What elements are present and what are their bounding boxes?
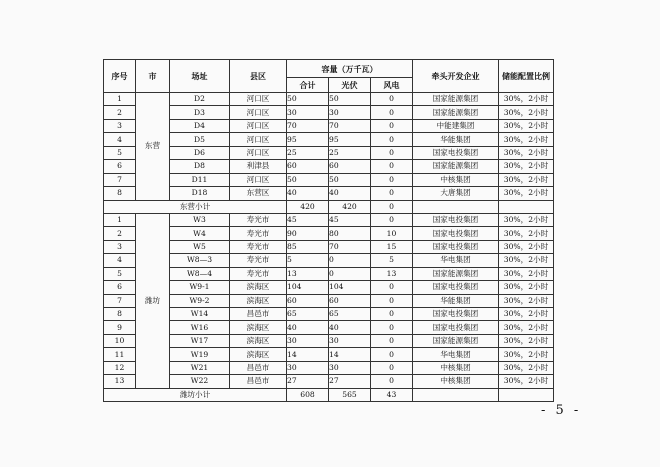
seq-cell: 5	[104, 146, 136, 159]
subtotal-wind: 0	[371, 200, 413, 213]
seq-cell: 7	[104, 294, 136, 307]
table-row	[104, 254, 554, 267]
subtotal-pv: 565	[329, 388, 371, 401]
site-cell: W21	[170, 361, 230, 374]
pv-cell: 30	[329, 361, 371, 374]
site-cell: W22	[170, 375, 230, 388]
total-cell: 27	[287, 375, 329, 388]
seq-cell: 8	[104, 308, 136, 321]
wind-cell: 0	[371, 334, 413, 347]
table-row	[104, 160, 554, 173]
pv-cell: 45	[329, 213, 371, 226]
enterprise-cell: 国家能源集团	[413, 267, 499, 280]
table-row	[104, 240, 554, 253]
county-cell: 河口区	[230, 146, 287, 159]
site-cell: W9-2	[170, 294, 230, 307]
enterprise-cell: 中核集团	[413, 375, 499, 388]
pv-cell: 0	[329, 254, 371, 267]
header-storage: 储能配置比例	[499, 60, 554, 93]
subtotal-wind: 43	[371, 388, 413, 401]
pv-cell: 27	[329, 375, 371, 388]
table-row	[104, 173, 554, 186]
table-row	[104, 321, 554, 334]
total-cell: 70	[287, 119, 329, 132]
seq-cell: 4	[104, 133, 136, 146]
county-cell: 滨海区	[230, 334, 287, 347]
storage-cell: 30%，2小时	[499, 160, 554, 173]
city-cell: 东营	[136, 93, 170, 201]
enterprise-cell: 国家能源集团	[413, 106, 499, 119]
site-cell: W8—3	[170, 254, 230, 267]
county-cell: 寿光市	[230, 267, 287, 280]
county-cell: 河口区	[230, 119, 287, 132]
storage-cell: 30%，2小时	[499, 119, 554, 132]
county-cell: 寿光市	[230, 254, 287, 267]
table-row	[104, 267, 554, 280]
wind-cell: 0	[371, 281, 413, 294]
seq-cell: 2	[104, 227, 136, 240]
enterprise-cell: 中核集团	[413, 173, 499, 186]
wind-cell: 0	[371, 133, 413, 146]
storage-cell: 30%，2小时	[499, 213, 554, 226]
storage-cell: 30%，2小时	[499, 308, 554, 321]
total-cell: 45	[287, 213, 329, 226]
table-row	[104, 106, 554, 119]
pv-cell: 40	[329, 187, 371, 200]
subtotal-label: 东营小计	[104, 200, 287, 213]
total-cell: 40	[287, 187, 329, 200]
subtotal-row	[104, 200, 554, 213]
storage-cell: 30%，2小时	[499, 294, 554, 307]
pv-cell: 30	[329, 106, 371, 119]
enterprise-cell: 国家电投集团	[413, 146, 499, 159]
site-cell: D3	[170, 106, 230, 119]
seq-cell: 6	[104, 281, 136, 294]
enterprise-cell: 国家电投集团	[413, 227, 499, 240]
pv-cell: 80	[329, 227, 371, 240]
enterprise-cell: 华能集团	[413, 133, 499, 146]
pv-cell: 104	[329, 281, 371, 294]
seq-cell: 2	[104, 106, 136, 119]
county-cell: 滨海区	[230, 294, 287, 307]
table-row	[104, 213, 554, 226]
total-cell: 104	[287, 281, 329, 294]
seq-cell: 1	[104, 213, 136, 226]
county-cell: 滨海区	[230, 281, 287, 294]
enterprise-cell: 国家电投集团	[413, 308, 499, 321]
subtotal-row	[104, 388, 554, 401]
total-cell: 30	[287, 334, 329, 347]
wind-cell: 0	[371, 308, 413, 321]
seq-cell: 8	[104, 187, 136, 200]
enterprise-cell: 国家能源集团	[413, 93, 499, 106]
storage-cell: 30%，2小时	[499, 240, 554, 253]
seq-cell: 5	[104, 267, 136, 280]
pv-cell: 0	[329, 267, 371, 280]
county-cell: 寿光市	[230, 213, 287, 226]
site-cell: D11	[170, 173, 230, 186]
county-cell: 河口区	[230, 106, 287, 119]
site-cell: W8—4	[170, 267, 230, 280]
site-cell: D6	[170, 146, 230, 159]
storage-cell: 30%，2小时	[499, 106, 554, 119]
storage-cell: 30%，2小时	[499, 375, 554, 388]
site-cell: W14	[170, 308, 230, 321]
wind-cell: 0	[371, 321, 413, 334]
page-number: - 5 -	[541, 403, 582, 418]
storage-cell: 30%，2小时	[499, 173, 554, 186]
seq-cell: 4	[104, 254, 136, 267]
header-pv: 光伏	[329, 78, 371, 93]
storage-cell: 30%，2小时	[499, 227, 554, 240]
header-city: 市	[136, 60, 170, 93]
site-cell: W19	[170, 348, 230, 361]
enterprise-cell: 国家电投集团	[413, 281, 499, 294]
seq-cell: 6	[104, 160, 136, 173]
total-cell: 30	[287, 361, 329, 374]
wind-cell: 0	[371, 187, 413, 200]
enterprise-cell: 中能建集团	[413, 119, 499, 132]
county-cell: 河口区	[230, 173, 287, 186]
pv-cell: 60	[329, 160, 371, 173]
county-cell: 寿光市	[230, 227, 287, 240]
enterprise-cell: 国家能源集团	[413, 160, 499, 173]
header-enterprise: 牵头开发企业	[413, 60, 499, 93]
seq-cell: 11	[104, 348, 136, 361]
site-cell: W16	[170, 321, 230, 334]
table-row	[104, 133, 554, 146]
seq-cell: 3	[104, 240, 136, 253]
wind-cell: 0	[371, 106, 413, 119]
total-cell: 13	[287, 267, 329, 280]
table-row	[104, 375, 554, 388]
wind-cell: 13	[371, 267, 413, 280]
wind-cell: 0	[371, 375, 413, 388]
enterprise-cell: 华能集团	[413, 294, 499, 307]
pv-cell: 25	[329, 146, 371, 159]
county-cell: 昌邑市	[230, 308, 287, 321]
subtotal-empty	[413, 388, 499, 401]
header-total: 合计	[287, 78, 329, 93]
table-row	[104, 281, 554, 294]
county-cell: 滨海区	[230, 348, 287, 361]
wind-cell: 0	[371, 160, 413, 173]
total-cell: 50	[287, 93, 329, 106]
total-cell: 25	[287, 146, 329, 159]
enterprise-cell: 国家电投集团	[413, 213, 499, 226]
total-cell: 30	[287, 106, 329, 119]
capacity-table	[103, 59, 554, 402]
wind-cell: 0	[371, 119, 413, 132]
wind-cell: 0	[371, 146, 413, 159]
subtotal-label: 潍坊小计	[104, 388, 287, 401]
storage-cell: 30%，2小时	[499, 281, 554, 294]
city-cell: 潍坊	[136, 213, 170, 388]
pv-cell: 95	[329, 133, 371, 146]
subtotal-empty	[499, 388, 554, 401]
table-row	[104, 348, 554, 361]
site-cell: W9-1	[170, 281, 230, 294]
wind-cell: 0	[371, 348, 413, 361]
table-row	[104, 294, 554, 307]
table-row	[104, 119, 554, 132]
storage-cell: 30%，2小时	[499, 334, 554, 347]
seq-cell: 9	[104, 321, 136, 334]
enterprise-cell: 国家电投集团	[413, 240, 499, 253]
total-cell: 90	[287, 227, 329, 240]
table-row	[104, 93, 554, 106]
storage-cell: 30%，2小时	[499, 187, 554, 200]
wind-cell: 0	[371, 173, 413, 186]
site-cell: D8	[170, 160, 230, 173]
total-cell: 65	[287, 308, 329, 321]
table-row	[104, 187, 554, 200]
wind-cell: 0	[371, 213, 413, 226]
header-seq: 序号	[104, 60, 136, 93]
county-cell: 河口区	[230, 133, 287, 146]
header-capacity: 容量（万千瓦）	[287, 60, 413, 78]
storage-cell: 30%，2小时	[499, 93, 554, 106]
pv-cell: 14	[329, 348, 371, 361]
enterprise-cell: 国家能源集团	[413, 334, 499, 347]
storage-cell: 30%，2小时	[499, 254, 554, 267]
pv-cell: 50	[329, 173, 371, 186]
site-cell: W17	[170, 334, 230, 347]
pv-cell: 70	[329, 240, 371, 253]
wind-cell: 15	[371, 240, 413, 253]
site-cell: D18	[170, 187, 230, 200]
enterprise-cell: 大唐集团	[413, 187, 499, 200]
total-cell: 60	[287, 294, 329, 307]
seq-cell: 13	[104, 375, 136, 388]
total-cell: 40	[287, 321, 329, 334]
site-cell: W4	[170, 227, 230, 240]
site-cell: W3	[170, 213, 230, 226]
site-cell: D2	[170, 93, 230, 106]
subtotal-total: 608	[287, 388, 329, 401]
total-cell: 50	[287, 173, 329, 186]
county-cell: 利津县	[230, 160, 287, 173]
table-row	[104, 334, 554, 347]
pv-cell: 40	[329, 321, 371, 334]
county-cell: 昌邑市	[230, 375, 287, 388]
total-cell: 14	[287, 348, 329, 361]
seq-cell: 12	[104, 361, 136, 374]
storage-cell: 30%，2小时	[499, 267, 554, 280]
table-row	[104, 308, 554, 321]
wind-cell: 0	[371, 93, 413, 106]
pv-cell: 60	[329, 294, 371, 307]
total-cell: 5	[287, 254, 329, 267]
wind-cell: 10	[371, 227, 413, 240]
county-cell: 河口区	[230, 93, 287, 106]
storage-cell: 30%，2小时	[499, 321, 554, 334]
seq-cell: 1	[104, 93, 136, 106]
county-cell: 滨海区	[230, 321, 287, 334]
site-cell: D5	[170, 133, 230, 146]
pv-cell: 30	[329, 334, 371, 347]
storage-cell: 30%，2小时	[499, 348, 554, 361]
total-cell: 85	[287, 240, 329, 253]
seq-cell: 3	[104, 119, 136, 132]
county-cell: 昌邑市	[230, 361, 287, 374]
header-county: 县区	[230, 60, 287, 93]
total-cell: 60	[287, 160, 329, 173]
enterprise-cell: 国家电投集团	[413, 321, 499, 334]
header-wind: 风电	[371, 78, 413, 93]
table-row	[104, 146, 554, 159]
site-cell: D4	[170, 119, 230, 132]
county-cell: 寿光市	[230, 240, 287, 253]
pv-cell: 70	[329, 119, 371, 132]
subtotal-total: 420	[287, 200, 329, 213]
seq-cell: 10	[104, 334, 136, 347]
county-cell: 东营区	[230, 187, 287, 200]
enterprise-cell: 华电集团	[413, 254, 499, 267]
storage-cell: 30%，2小时	[499, 146, 554, 159]
pv-cell: 50	[329, 93, 371, 106]
storage-cell: 30%，2小时	[499, 133, 554, 146]
subtotal-empty	[413, 200, 499, 213]
site-cell: W5	[170, 240, 230, 253]
enterprise-cell: 华电集团	[413, 348, 499, 361]
table-row	[104, 227, 554, 240]
total-cell: 95	[287, 133, 329, 146]
seq-cell: 7	[104, 173, 136, 186]
wind-cell: 0	[371, 361, 413, 374]
pv-cell: 65	[329, 308, 371, 321]
wind-cell: 5	[371, 254, 413, 267]
storage-cell: 30%，2小时	[499, 361, 554, 374]
subtotal-pv: 420	[329, 200, 371, 213]
enterprise-cell: 中核集团	[413, 361, 499, 374]
table-row	[104, 361, 554, 374]
wind-cell: 0	[371, 294, 413, 307]
header-site: 场址	[170, 60, 230, 93]
subtotal-empty	[499, 200, 554, 213]
